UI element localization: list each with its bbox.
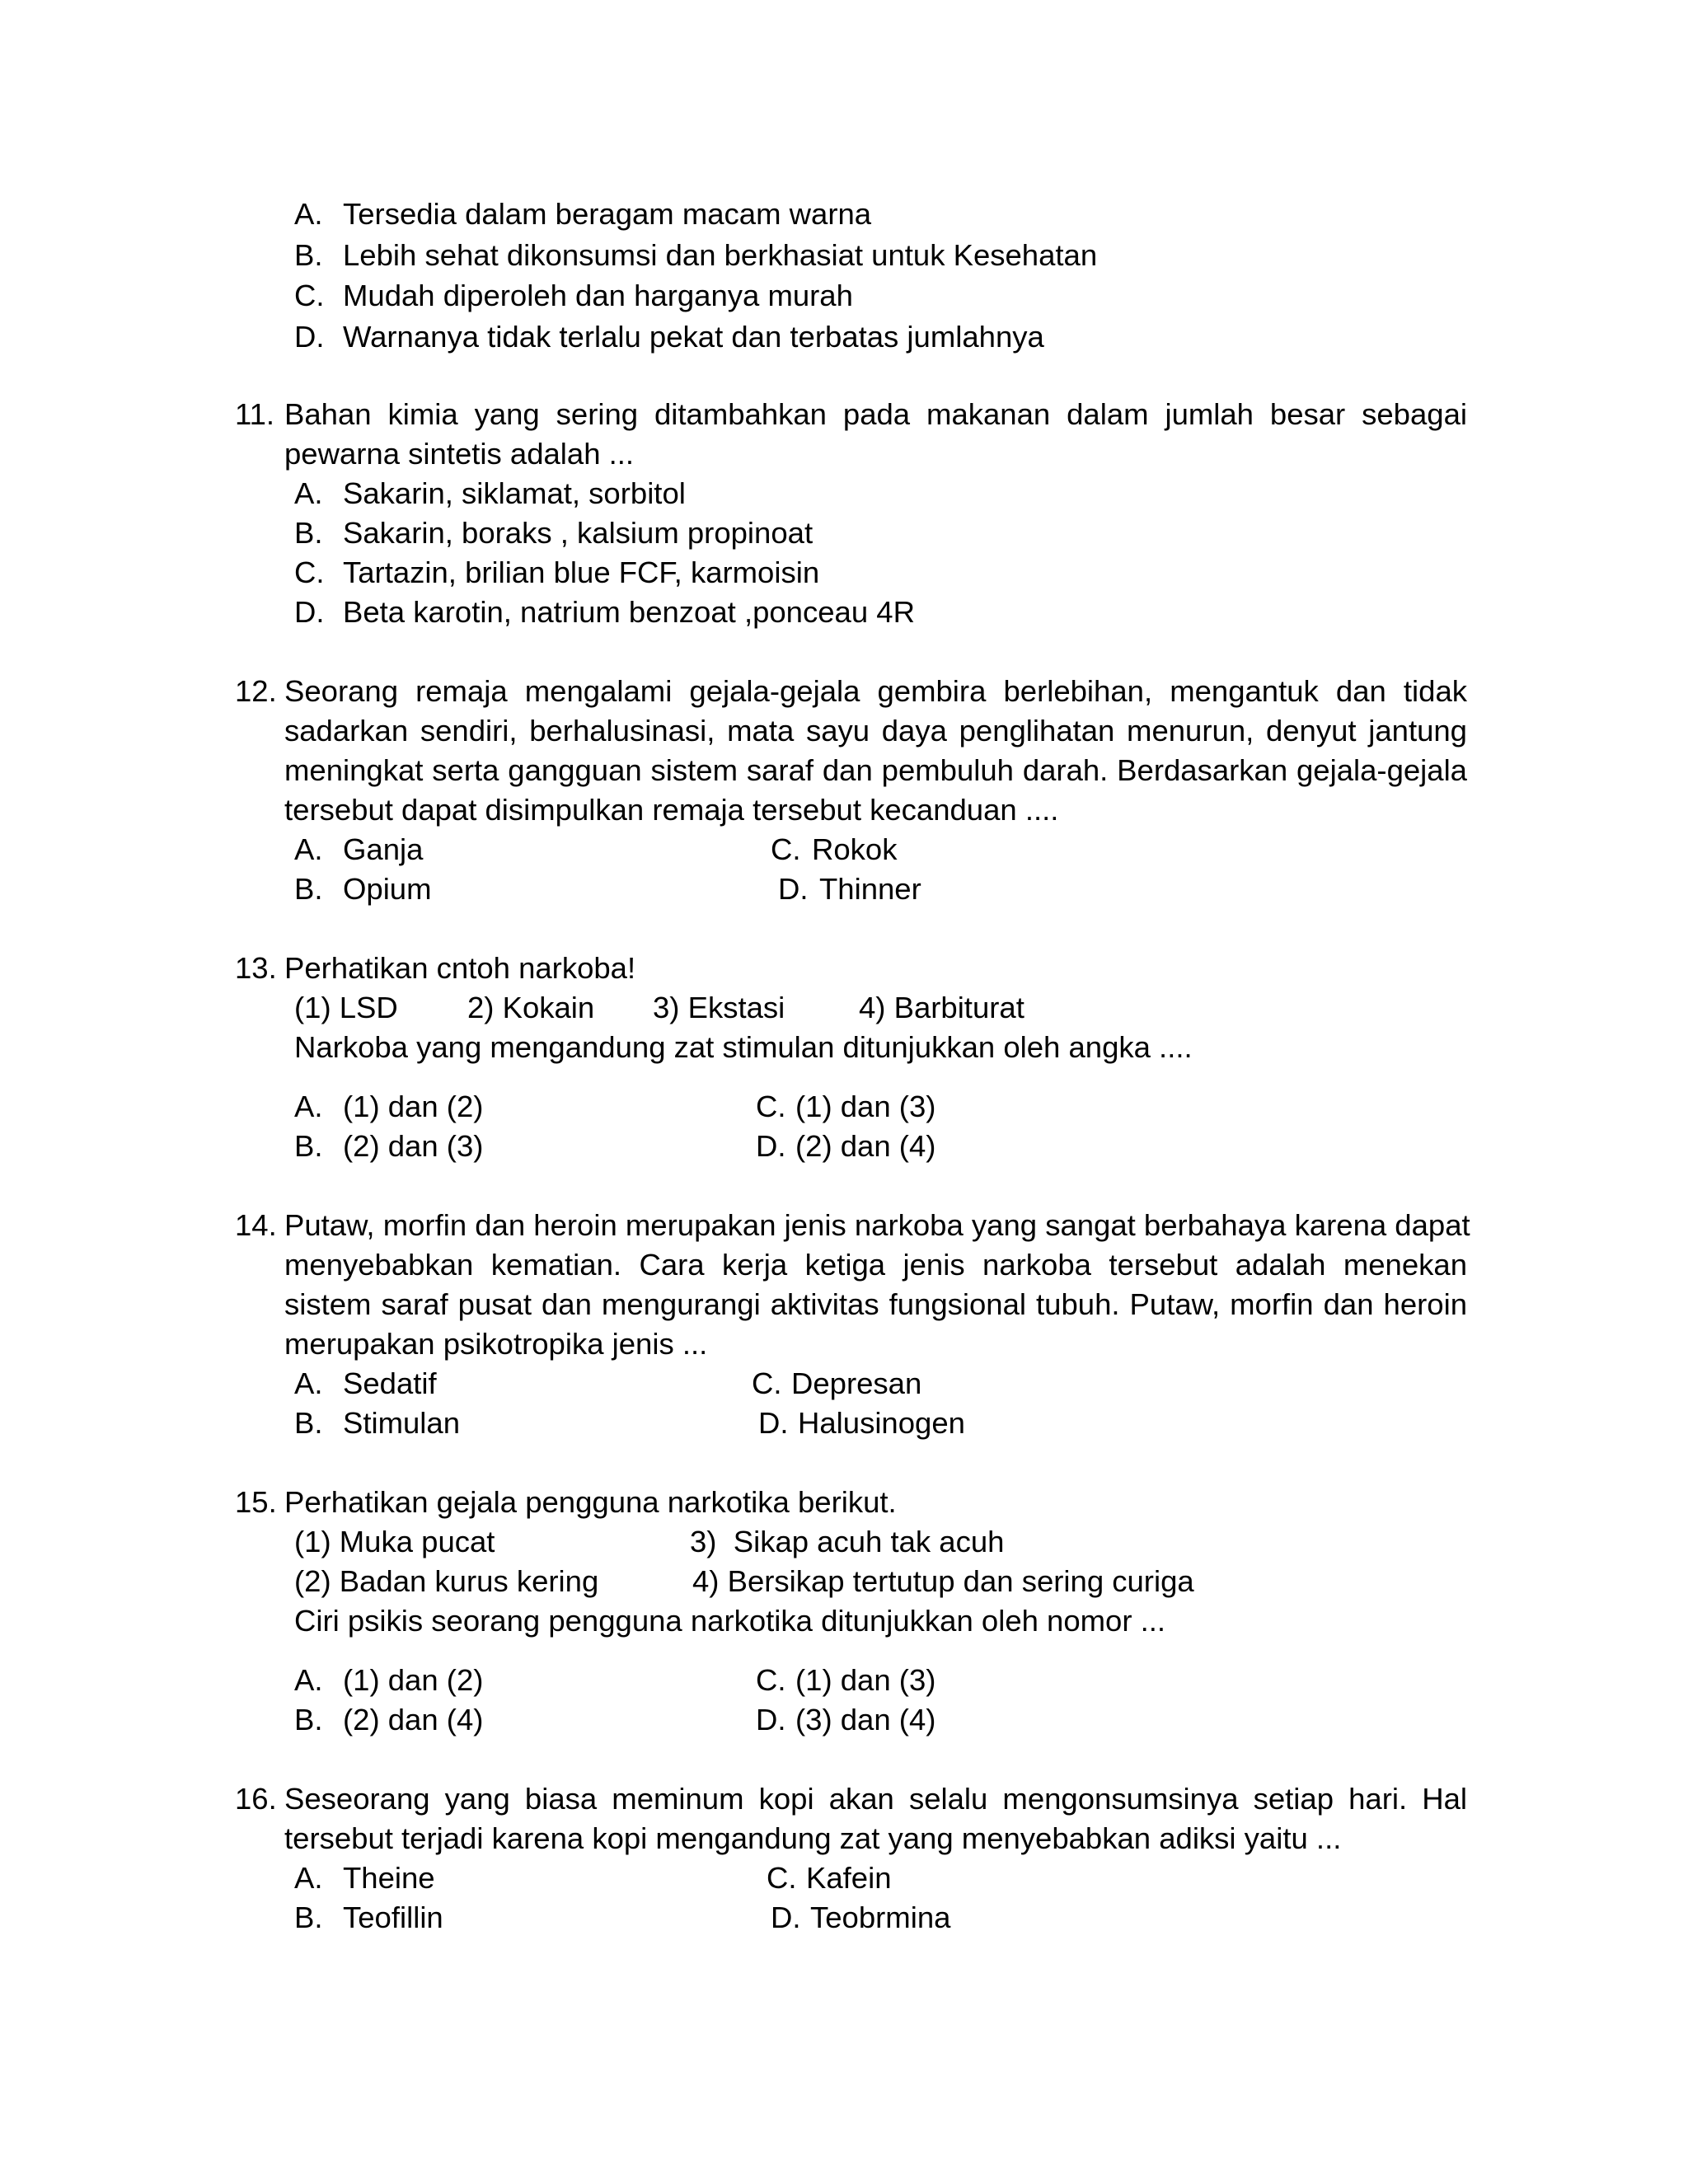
option-letter: D. [778, 872, 809, 906]
option-letter: C. [756, 1663, 786, 1697]
list-item: (2) Badan kurus kering [294, 1564, 599, 1598]
option-text: Tersedia dalam beragam macam warna [343, 197, 872, 231]
question-text-line: Seseorang yang biasa meminum kopi akan selalu mengonsumsinya setiap hari. Hal [284, 1782, 1467, 1816]
question-text-line: Perhatikan gejala pengguna narkotika berikut. [284, 1485, 897, 1519]
question-text-line: merupakan psikotropika jenis ... [284, 1327, 708, 1361]
option-text: (3) dan (4) [795, 1703, 936, 1736]
option-text: Rokok [812, 832, 898, 866]
option-text: Teofillin [343, 1900, 443, 1934]
list-item: (1) LSD [294, 991, 398, 1024]
option-text: Teobrmina [810, 1900, 951, 1934]
option-letter: D. [294, 320, 325, 354]
option-text: Opium [343, 872, 432, 906]
list-item: 4) Bersikap tertutup dan sering curiga [692, 1564, 1194, 1598]
question-text-line: sistem saraf pusat dan mengurangi aktivitas fungsional tubuh. Putaw, morfin dan heroin [284, 1287, 1467, 1321]
option-text: Theine [343, 1861, 435, 1895]
question-number: 13. [235, 951, 277, 985]
option-text: (2) dan (4) [343, 1703, 484, 1736]
option-letter: B. [294, 516, 323, 550]
question-number: 12. [235, 674, 277, 708]
option-letter: D. [294, 595, 325, 629]
option-text: Halusinogen [798, 1406, 965, 1440]
option-text: Sedatif [343, 1366, 437, 1400]
option-letter: A. [294, 832, 323, 866]
option-letter: B. [294, 1129, 323, 1163]
option-text: Sakarin, boraks , kalsium propinoat [343, 516, 814, 550]
question-text-line: tersebut terjadi karena kopi mengandung zat yang menyebabkan adiksi yaitu ... [284, 1821, 1342, 1855]
option-letter: B. [294, 1900, 323, 1934]
question-number: 15. [235, 1485, 277, 1519]
option-text: Ganja [343, 832, 424, 866]
option-text: Stimulan [343, 1406, 461, 1440]
option-text: (1) dan (2) [343, 1090, 484, 1123]
question-text-line: Perhatikan cntoh narkoba! [284, 951, 636, 985]
option-text: Mudah diperoleh dan harganya murah [343, 279, 853, 312]
question-number: 16. [235, 1782, 277, 1816]
option-letter: C. [756, 1090, 786, 1123]
question-text-line: menyebabkan kematian. Cara kerja ketiga jenis narkoba tersebut adalah menekan [284, 1248, 1467, 1282]
question-number: 14. [235, 1208, 277, 1242]
option-letter: A. [294, 1663, 323, 1697]
option-text: Depresan [791, 1366, 922, 1400]
option-letter: C. [294, 279, 325, 312]
option-letter: A. [294, 197, 323, 231]
option-text: (1) dan (2) [343, 1663, 484, 1697]
option-letter: A. [294, 476, 323, 510]
option-text: (2) dan (3) [343, 1129, 484, 1163]
option-letter: A. [294, 1366, 323, 1400]
question-text-line: Putaw, morfin dan heroin merupakan jenis narkoba yang sangat berbahaya karena dapat [284, 1208, 1470, 1242]
list-item: 4) Barbiturat [859, 991, 1025, 1024]
question-text-line: tersebut dapat disimpulkan remaja tersebut kecanduan .... [284, 793, 1059, 827]
list-item: (1) Muka pucat [294, 1525, 495, 1558]
option-text: Sakarin, siklamat, sorbitol [343, 476, 686, 510]
option-letter: C. [767, 1861, 797, 1895]
option-letter: B. [294, 1406, 323, 1440]
option-text: Kafein [806, 1861, 892, 1895]
option-letter: C. [294, 555, 325, 589]
option-letter: D. [756, 1129, 786, 1163]
option-text: Warnanya tidak terlalu pekat dan terbatas jumlahnya [343, 320, 1044, 354]
question-prompt: Narkoba yang mengandung zat stimulan ditunjukkan oleh angka .... [294, 1030, 1193, 1064]
option-text: Lebih sehat dikonsumsi dan berkhasiat untuk Kesehatan [343, 238, 1098, 272]
list-item: 3) Sikap acuh tak acuh [690, 1525, 1005, 1558]
question-prompt: Ciri psikis seorang pengguna narkotika ditunjukkan oleh nomor ... [294, 1604, 1166, 1638]
question-text-line: Seorang remaja mengalami gejala-gejala gembira berlebihan, mengantuk dan tidak [284, 674, 1467, 708]
option-letter: D. [771, 1900, 801, 1934]
option-text: (1) dan (3) [795, 1090, 936, 1123]
question-text-line: sadarkan sendiri, berhalusinasi, mata sayu daya penglihatan menurun, denyut jantung [284, 714, 1467, 748]
option-text: (1) dan (3) [795, 1663, 936, 1697]
list-item: 2) Kokain [467, 991, 595, 1024]
question-text-line: meningkat serta gangguan sistem saraf dan pembuluh darah. Berdasarkan gejala-gejala [284, 753, 1467, 787]
option-letter: A. [294, 1090, 323, 1123]
option-letter: B. [294, 1703, 323, 1736]
option-text: Tartazin, brilian blue FCF, karmoisin [343, 555, 820, 589]
question-text-line: pewarna sintetis adalah ... [284, 437, 635, 471]
question-number: 11. [235, 397, 275, 431]
option-letter: B. [294, 238, 323, 272]
option-letter: C. [771, 832, 801, 866]
option-letter: A. [294, 1861, 323, 1895]
option-text: Beta karotin, natrium benzoat ,ponceau 4R [343, 595, 915, 629]
question-text-line: Bahan kimia yang sering ditambahkan pada makanan dalam jumlah besar sebagai [284, 397, 1467, 431]
option-letter: B. [294, 872, 323, 906]
option-letter: C. [752, 1366, 782, 1400]
option-text: Thinner [819, 872, 921, 906]
option-letter: D. [758, 1406, 789, 1440]
option-letter: D. [756, 1703, 786, 1736]
list-item: 3) Ekstasi [653, 991, 785, 1024]
option-text: (2) dan (4) [795, 1129, 936, 1163]
